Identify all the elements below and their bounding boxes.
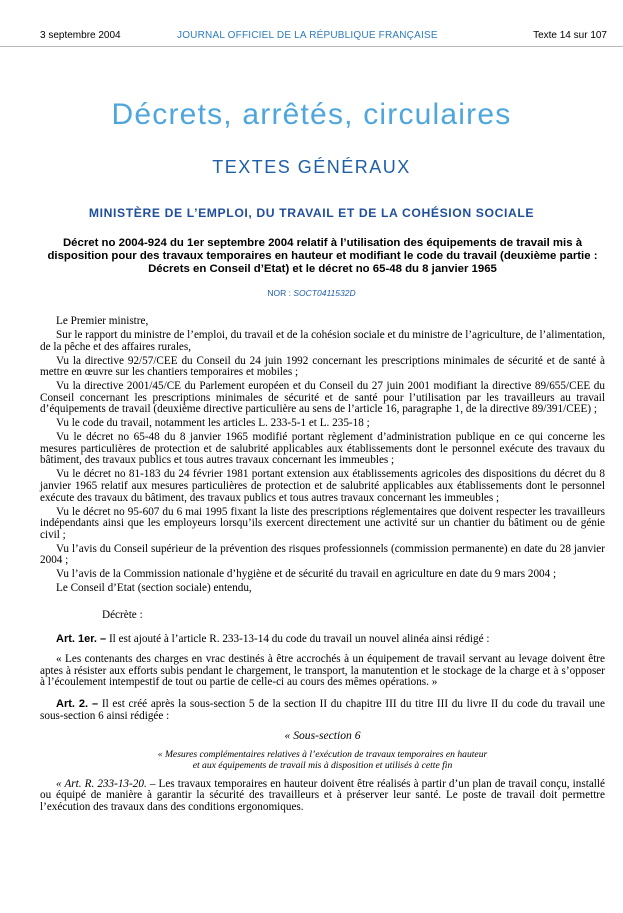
paragraph: Vu la directive 92/57/CEE du Conseil du 24 juin 1992 concernant les prescriptions minimales de sécurité et de santé à mettre en œuvre sur les chantiers temporaires et mobiles ; [40, 354, 605, 379]
article-r-233-13-20 [40, 779, 605, 814]
decrete-line: Décrète : [102, 608, 143, 621]
subsection-caption-line-2: et aux équipements de travail mis à disposition et utilisés à cette fin [192, 759, 453, 771]
article-2 [40, 699, 605, 722]
article-1-text: Il est ajouté à l’article R. 233-13-14 du code du travail un nouvel alinéa ainsi rédigé : [108, 632, 490, 645]
paragraph: Le Premier ministre, [56, 315, 149, 327]
paragraph: Vu l’avis du Conseil supérieur de la prévention des risques professionnels (commission permanente) en date du 28 janvier 2004 ; [40, 542, 605, 567]
decree-title: Décret no 2004-924 du 1er septembre 2004 relatif à l’utilisation des équipements de travail mis à disposition pour des travaux temporaires en hauteur et modifiant le code du travail (deuxième partie : Décrets en Conseil d’Etat) et le décret no 65-48 du 8 janvier 1965 [47, 237, 598, 275]
article-2-label: Art. 2. – [56, 697, 99, 710]
nor-code: SOCT0411532D [293, 288, 356, 298]
header-date: 3 septembre 2004 [40, 30, 121, 41]
article-1-quote: « Les contenants des charges en vrac destinés à être accrochés à un équipement de travail servant au levage doivent être aptes à résister aux efforts subis pendant le chargement, le transport, la manutention et le stockage de la charge et à s’opposer à l’écoulement intempestif de tout ou partie de celle-ci au cours des mêmes opérations. » [40, 653, 605, 689]
paragraph: Vu le code du travail, notamment les articles L. 233-5-1 et L. 235-18 ; [56, 417, 370, 430]
paragraph: Sur le rapport du ministre de l’emploi, du travail et de la cohésion sociale et du ministre de l’agriculture, de l’alimentation, de la pêche et des affaires rurales, [40, 328, 605, 353]
header-texte-number: Texte 14 sur 107 [533, 30, 607, 41]
paragraph: Vu le décret no 65-48 du 8 janvier 1965 modifié portant règlement d’administration publique en ce qui concerne les mesures particulières de protection et de salubrité applicables aux établissements dont le personnel exécute des travaux du bâtiment, des travaux publics et tous autres travaux concernant les immeubles ; [40, 431, 605, 467]
nor-reference [0, 288, 623, 298]
paragraph: Vu le décret no 81-183 du 24 février 1981 portant extension aux établissements agricoles des dispositions du décret du 8 janvier 1965 relatif aux mesures particulières de protection et de salubrité applicables aux établissements dont le personnel exécute des travaux du bâtiment, des travaux publics et tous autres travaux concernant les immeubles ; [40, 468, 605, 504]
page-header [40, 30, 607, 42]
ministry-heading: MINISTÈRE DE L’EMPLOI, DU TRAVAIL ET DE LA COHÉSION SOCIALE [88, 206, 535, 220]
paragraph: Le Conseil d’Etat (section sociale) entendu, [56, 582, 252, 595]
article-1 [40, 634, 605, 646]
subsection-caption [40, 749, 605, 771]
paragraph: Vu l’avis de la Commission nationale d’hygiène et de sécurité du travail en agriculture en date du 9 mars 2004 ; [56, 568, 557, 581]
document-body [40, 316, 605, 816]
page-title: Décrets, arrêtés, circulaires [111, 98, 512, 131]
article-1-label: Art. 1er. – [56, 632, 107, 645]
paragraph: Vu le décret no 95-607 du 6 mai 1995 fixant la liste des prescriptions réglementaires que doivent respecter les travailleurs indépendants ainsi que les employeurs lorsqu’ils exercent directement une activité sur un chantier du bâtiment ou de génie civil ; [40, 505, 605, 541]
article-r-233-13-20-label: « Art. R. 233-13-20. [56, 777, 147, 790]
header-divider [0, 46, 623, 47]
header-journal: JOURNAL OFFICIEL DE LA RÉPUBLIQUE FRANÇAISE [177, 30, 438, 41]
subsection-caption-line-1: « Mesures complémentaires relatives à l’exécution de travaux temporaires en hauteur [157, 748, 488, 760]
subsection-title: « Sous-section 6 [284, 729, 361, 743]
paragraph: Vu la directive 2001/45/CE du Parlement européen et du Conseil du 27 juin 2001 modifiant la directive 89/655/CEE du Conseil concernant les prescriptions minimales de sécurité et de santé pour l’utilisation par les travailleurs au travail d’équipements de travail (deuxième directive particulière au sens de l’article 16, paragraphe 1, de la directive 89/391/CEE) ; [40, 380, 605, 416]
article-2-text: Il est créé après la sous-section 5 de la section II du chapitre III du titre III du livre II du code du travail une sous-section 6 ainsi rédigée : [40, 697, 605, 722]
page-subtitle: TEXTES GÉNÉRAUX [212, 157, 411, 177]
nor-label: NOR : [267, 288, 292, 298]
article-r-233-13-20-text: – Les travaux temporaires en hauteur doivent être réalisés à partir d’un plan de travail conçu, installé ou équipé de manière à garantir la sécurité des travailleurs et à préserver leur santé. Le poste de travail doit permettre l’exécution des travaux dans des conditions ergonomiques. [40, 777, 605, 813]
